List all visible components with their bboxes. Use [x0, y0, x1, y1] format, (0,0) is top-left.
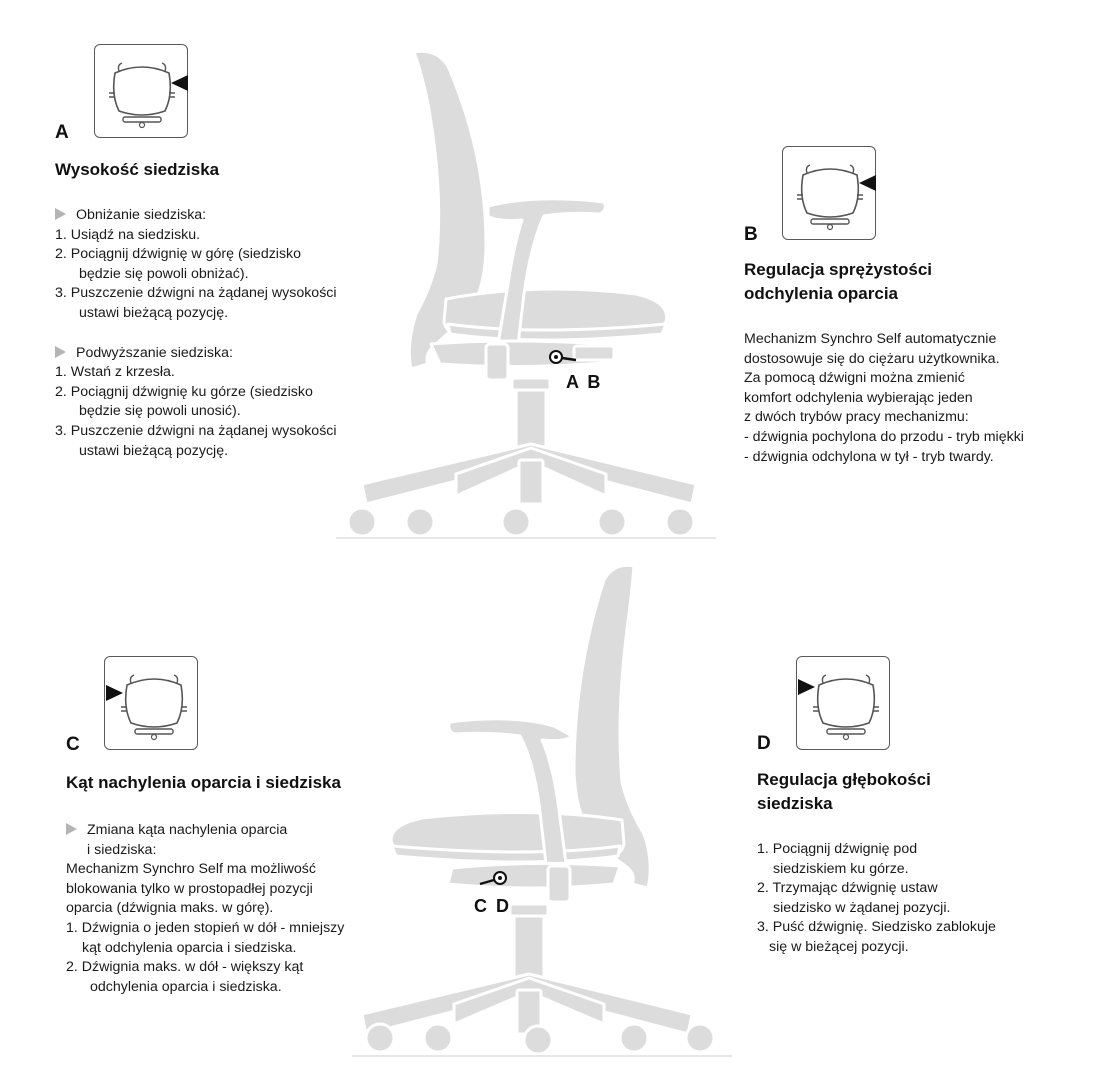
heading-backrest-tension: Regulacja sprężystości odchylenia oparcia — [744, 260, 933, 303]
seat-top-view-icon — [783, 147, 877, 241]
seat-top-view-icon — [95, 45, 189, 139]
instructions-seat-depth: 1. Pociągnij dźwignię pod siedziskiem ku górze. 2. Trzymając dźwignię ustaw siedzisko w żądanej pozycji. 3. Puść dźwignię. Siedzisko zablokuje się w bieżącej pozycji. — [757, 841, 996, 955]
section-letter-a: A — [55, 122, 69, 143]
instructions-tilt-angle: Zmiana kąta nachylenia oparcia i siedziska: Mechanizm Synchro Self ma możliwość blokowania tylko w prostopadłej pozycji oparcia (dźwignia maks. w górę). 1. Dźwignia o jeden stopień w dół - mniejszy kąt odchylenia oparcia i siedziska. 2. Dźwignia maks. w dół - większy kąt odchylenia oparcia i siedziska. — [66, 822, 345, 995]
icon-seat-top-view-d — [796, 656, 890, 750]
bullet-triangle-icon — [55, 346, 66, 358]
bullet-triangle-icon — [66, 823, 77, 835]
chair-illustration-top — [336, 44, 716, 544]
icon-seat-top-view-c — [104, 656, 198, 750]
section-letter-c: C — [66, 734, 80, 755]
bullet-triangle-icon — [55, 208, 66, 220]
heading-seat-depth: Regulacja głębokości siedziska — [757, 770, 931, 813]
instructions-backrest-tension: Mechanizm Synchro Self automatycznie dostosowuje się do ciężaru użytkownika. Za pomocą dźwigni można zmienić komfort odchylenia wybierając jeden z dwóch trybów pracy mechanizmu: - dźwignia pochylona do przodu - tryb miękki - dźwignia odchylona w tył - tryb twardy. — [744, 331, 1024, 465]
instructions-seat-height: Obniżanie siedziska: 1. Usiądź na siedzisku. 2. Pociągnij dźwignię w górę (siedzisko będzie się powoli obniżać). 3. Puszczenie dźwigni na żądanej wysokości ustawi bieżącą pozycję. Podwyższanie siedziska: 1. Wstań z krzesła. 2. Pociągnij dźwignię ku górze (siedzisko będzie się powoli unosić). 3. Puszczenie dźwigni na żądanej wysokości ustawi bieżącą pozycję. — [55, 207, 337, 459]
section-letter-d: D — [757, 733, 771, 754]
heading-tilt-angle: Kąt nachylenia oparcia i siedziska — [66, 773, 341, 792]
heading-seat-height: Wysokość siedziska — [55, 160, 220, 179]
seat-top-view-icon — [105, 657, 199, 751]
seat-top-view-icon — [797, 657, 891, 751]
icon-seat-top-view-b — [782, 146, 876, 240]
figure-label-ab: A B — [566, 372, 603, 392]
figure-label-cd: C D — [474, 896, 511, 916]
section-letter-b: B — [744, 224, 758, 245]
icon-seat-top-view-a — [94, 44, 188, 138]
chair-illustration-bottom — [352, 562, 732, 1062]
